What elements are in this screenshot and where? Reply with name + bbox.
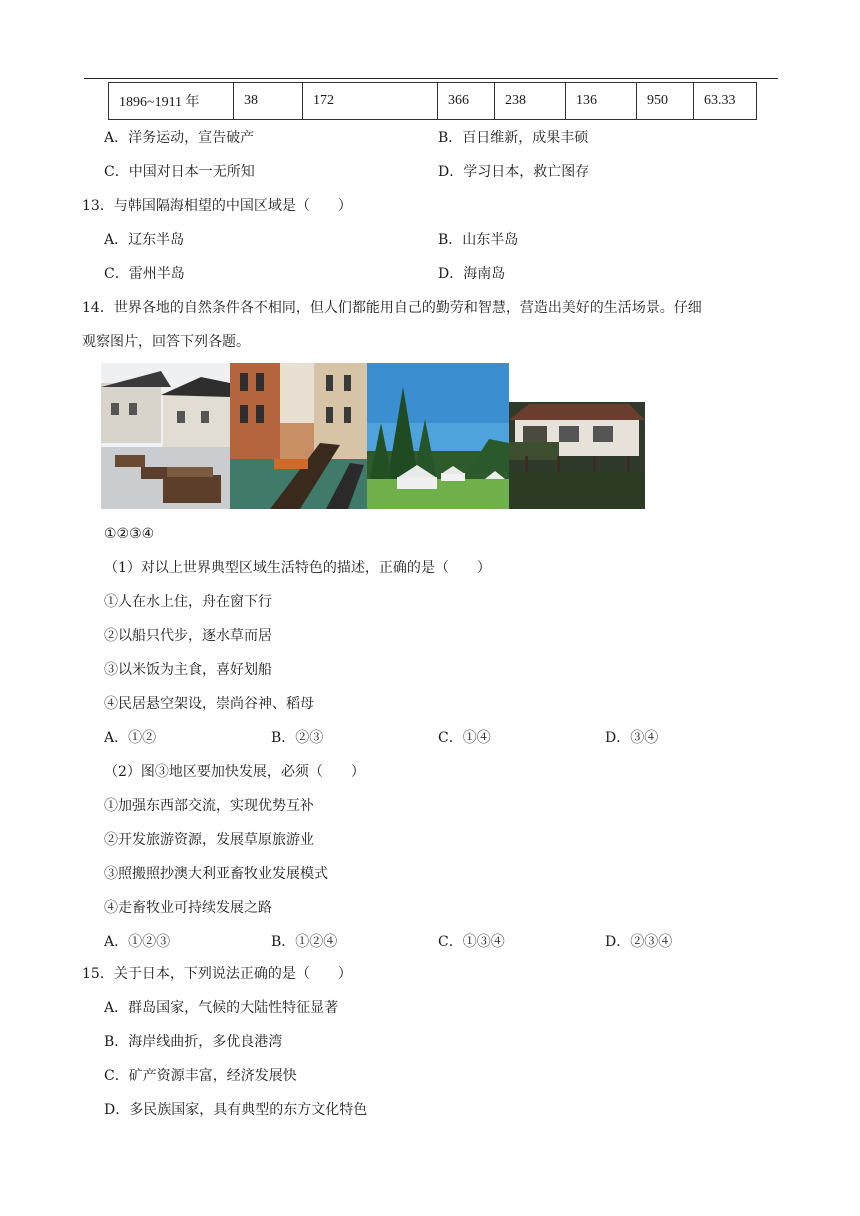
- table-cell: 950: [637, 83, 694, 120]
- photo-water-town: [101, 363, 230, 509]
- photo-stilt-house: [509, 402, 645, 509]
- q13-option-b[interactable]: B．山东半岛: [438, 232, 519, 248]
- q14-2-item: ①加强东西部交流，实现优势互补: [104, 798, 314, 814]
- q14-2-option-d[interactable]: D．②③④: [605, 934, 673, 950]
- q14-1-item: ④民居悬空架设，崇尚谷神、稻母: [104, 696, 314, 712]
- data-table: [108, 82, 757, 120]
- q14-2-item: ④走畜牧业可持续发展之路: [104, 900, 272, 916]
- q13-stem: 13．与韩国隔海相望的中国区域是（ ）: [82, 198, 352, 214]
- q14-1-option-a[interactable]: A．①②: [104, 730, 157, 746]
- q14-1-option-c[interactable]: C．①④: [438, 730, 491, 746]
- q12-option-b[interactable]: B．百日维新，成果丰硕: [438, 130, 589, 146]
- table-row: [109, 83, 757, 120]
- header-rule: [84, 78, 778, 79]
- q12-option-d[interactable]: D．学习日本，救亡图存: [438, 164, 590, 180]
- table-cell: 136: [566, 83, 637, 120]
- table-cell: 38: [234, 83, 303, 120]
- q14-1-option-b[interactable]: B．②③: [271, 730, 324, 746]
- q14-2-item: ③照搬照抄澳大利亚畜牧业发展模式: [104, 866, 328, 882]
- table-cell: 1896~1911 年: [109, 83, 234, 120]
- q14-1-option-d[interactable]: D．③④: [605, 730, 659, 746]
- table-cell: 172: [303, 83, 438, 120]
- q13-option-a[interactable]: A．辽东半岛: [104, 232, 185, 248]
- q15-option-c[interactable]: C．矿产资源丰富，经济发展快: [104, 1068, 297, 1084]
- q13-option-c[interactable]: C．雷州半岛: [104, 266, 185, 282]
- q15-stem: 15．关于日本，下列说法正确的是（ ）: [82, 966, 352, 982]
- photo-grassland-yurts: [367, 363, 509, 509]
- q14-2-option-b[interactable]: B．①②④: [271, 934, 338, 950]
- q14-2-option-c[interactable]: C．①③④: [438, 934, 505, 950]
- q14-photo-caption: ①②③④: [104, 526, 155, 542]
- q14-1-item: ①人在水上住，舟在窗下行: [104, 594, 272, 610]
- q14-2-item: ②开发旅游资源，发展草原旅游业: [104, 832, 314, 848]
- q14-1-stem: （1）对以上世界典型区域生活特色的描述，正确的是（ ）: [104, 560, 491, 576]
- q14-1-item: ②以船只代步，逐水草而居: [104, 628, 272, 644]
- q14-2-stem: （2）图③地区要加快发展，必须（ ）: [104, 764, 365, 780]
- table-cell: 366: [438, 83, 495, 120]
- q14-2-option-a[interactable]: A．①②③: [104, 934, 171, 950]
- q15-option-a[interactable]: A．群岛国家，气候的大陆性特征显著: [104, 1000, 339, 1016]
- table-cell: 63.33: [694, 83, 757, 120]
- q14-1-item: ③以米饭为主食，喜好划船: [104, 662, 272, 678]
- q12-option-a[interactable]: A．洋务运动，宣告破产: [104, 130, 255, 146]
- q14-stem-line1: 14．世界各地的自然条件各不相同，但人们都能用自己的勤劳和智慧，营造出美好的生活场景。仔细: [82, 300, 702, 316]
- photo-venice-canal: [230, 363, 367, 509]
- q15-option-b[interactable]: B．海岸线曲折，多优良港湾: [104, 1034, 283, 1050]
- table-cell: 238: [495, 83, 566, 120]
- q15-option-d[interactable]: D．多民族国家，具有典型的东方文化特色: [104, 1102, 368, 1118]
- q13-option-d[interactable]: D．海南岛: [438, 266, 506, 282]
- q12-option-c[interactable]: C．中国对日本一无所知: [104, 164, 255, 180]
- q14-stem-line2: 观察图片，回答下列各题。: [82, 334, 250, 350]
